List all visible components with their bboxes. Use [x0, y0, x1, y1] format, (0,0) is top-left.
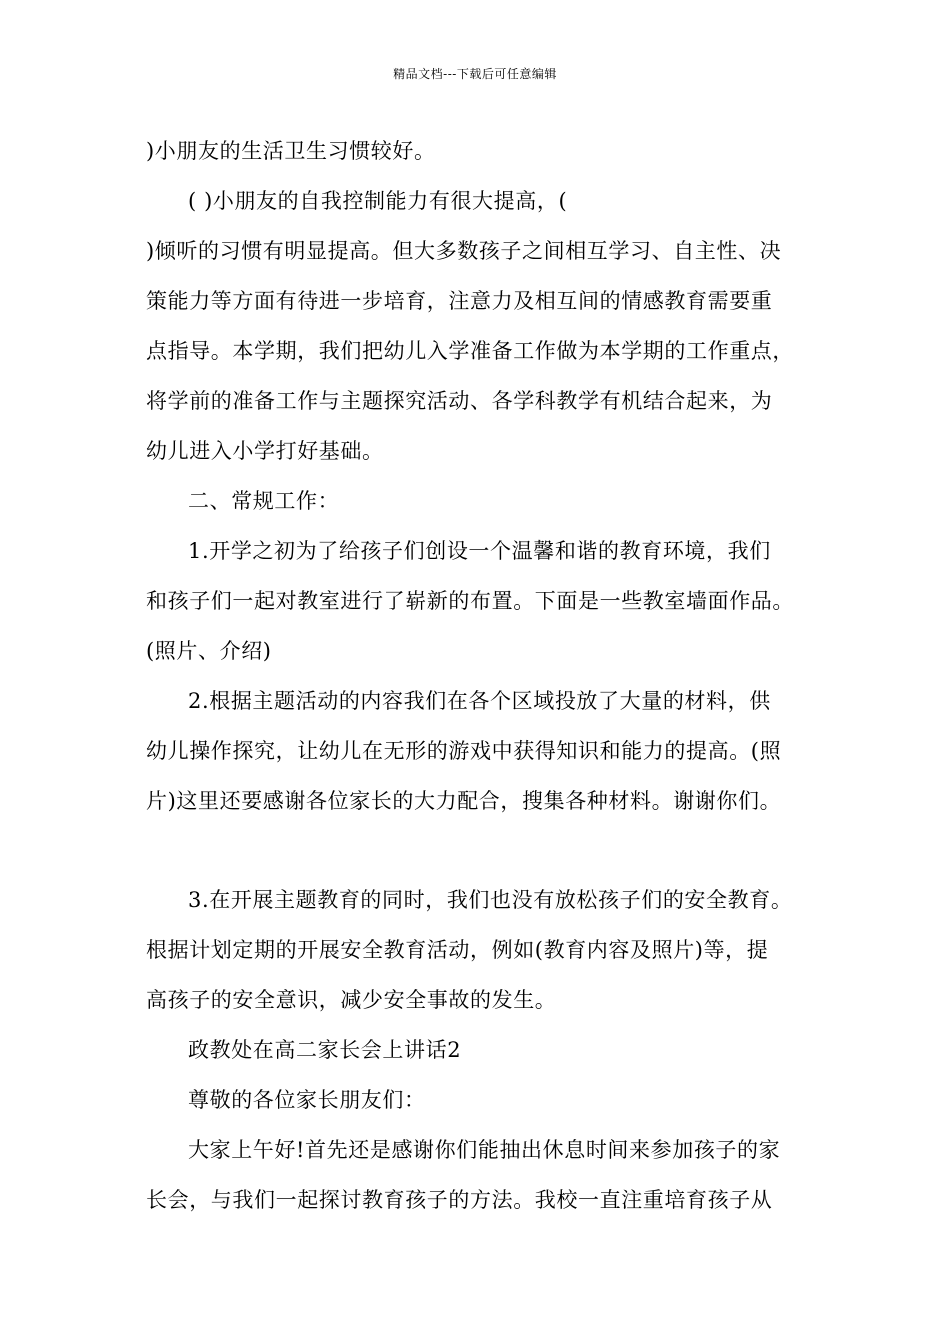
paragraph-line: 大家上午好!首先还是感谢你们能抽出休息时间来参加孩子的家 — [188, 1138, 781, 1162]
salutation: 尊敬的各位家长朋友们： — [188, 1088, 426, 1112]
paragraph-line: )小朋友的生活卫生习惯较好。 — [146, 139, 436, 163]
paragraph-line: 长会，与我们一起探讨教育孩子的方法。我校一直注重培育孩子从 — [146, 1188, 773, 1212]
section-title: 政教处在高二家长会上讲话2 — [188, 1038, 462, 1062]
paragraph-line: 3.在开展主题教育的同时，我们也没有放松孩子们的安全教育。 — [188, 888, 793, 912]
paragraph-line: 1.开学之初为了给孩子们创设一个温馨和谐的教育环境，我们 — [188, 539, 771, 563]
page-header: 精品文档---下载后可任意编辑 — [393, 67, 557, 81]
paragraph-line: 幼儿进入小学打好基础。 — [146, 439, 384, 463]
paragraph-line: 和孩子们一起对教室进行了崭新的布置。下面是一些教室墙面作品。 — [146, 589, 794, 613]
paragraph-line: 根据计划定期的开展安全教育活动，例如(教育内容及照片)等，提 — [146, 938, 769, 962]
paragraph-line: 幼儿操作探究，让幼儿在无形的游戏中获得知识和能力的提高。(照 — [146, 739, 782, 763]
paragraph-line: 高孩子的安全意识，减少安全事故的发生。 — [146, 988, 557, 1012]
paragraph-line: 点指导。本学期，我们把幼儿入学准备工作做为本学期的工作重点， — [146, 339, 794, 363]
paragraph-line: 将学前的准备工作与主题探究活动、各学科教学有机结合起来，为 — [146, 389, 773, 413]
paragraph-line: (照片、介绍) — [146, 639, 272, 663]
paragraph-line: 片)这里还要感谢各位家长的大力配合，搜集各种材料。谢谢你们。 — [146, 789, 782, 813]
paragraph-line: )倾听的习惯有明显提高。但大多数孩子之间相互学习、自主性、决 — [146, 239, 782, 263]
paragraph-line: 策能力等方面有待进一步培育，注意力及相互间的情感教育需要重 — [146, 289, 773, 313]
paragraph-line: ( )小朋友的自我控制能力有很大提高，( — [188, 189, 568, 213]
section-heading: 二、常规工作： — [188, 489, 340, 513]
paragraph-line: 2.根据主题活动的内容我们在各个区域投放了大量的材料，供 — [188, 689, 771, 713]
